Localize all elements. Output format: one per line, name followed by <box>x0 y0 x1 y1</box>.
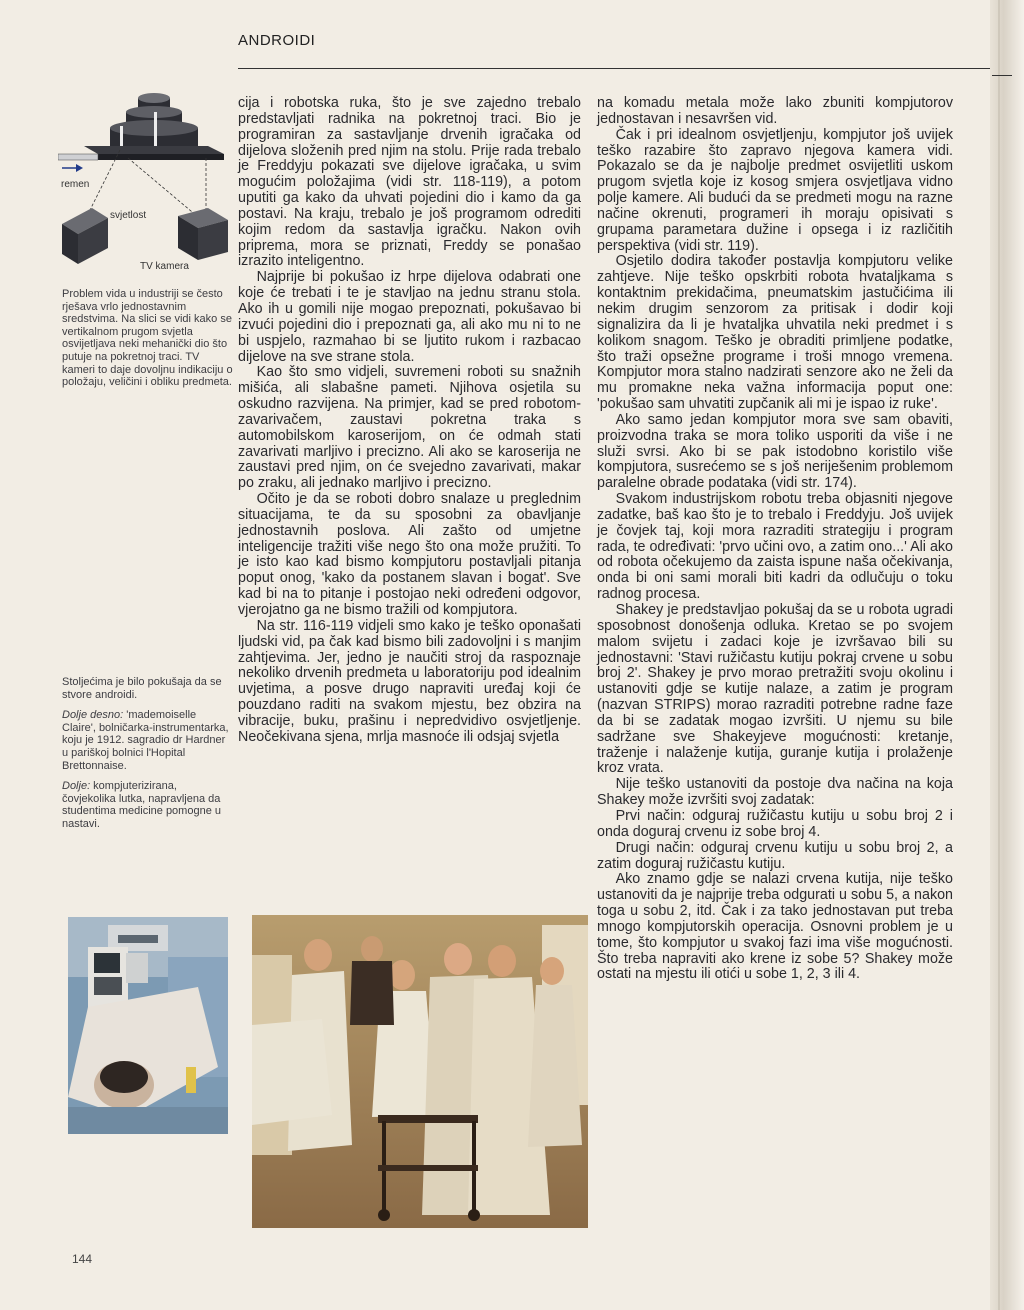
header-rule <box>238 68 990 69</box>
paragraph: Drugi način: odguraj crvenu kutiju u sobu broj 2, a zatim doguraj ružičastu kutiju. <box>597 839 953 872</box>
photo-mademoiselle-claire-painting <box>252 915 588 1228</box>
photo-medical-mannequin <box>68 917 228 1134</box>
paragraph: Nije teško ustanoviti da postoje dva načina na koja Shakey može izvršiti svoj zadatak: <box>597 776 953 809</box>
vision-diagram <box>58 88 230 274</box>
paragraph: Ako samo jedan kompjutor mora sve sam obaviti, proizvodna traka se mora toliko usporiti da više i ne služi svrsi. Ako bi se pak istodobno koristilo više kompjutora, susrećemo se s još neriješenim problemom paralelne obrade podataka (vidi str. 174). <box>597 411 953 492</box>
article-column-right <box>597 96 953 983</box>
paragraph: Kao što smo vidjeli, suvremeni roboti su snažnih mišića, ali slabašne pameti. Njihova osjetila su oskudno razvijena. Na primjer, kad se pred robotom-zavarivačem, zaustavi pokretna traka s automobilskom karoserijom, on će odmah stati zavarivati marljivo i precizno. Ali ako se karoserija ne zaustavi pred njim, on će svejedno zavarivati, makar po zraku, ali jednako marljivo i precizno. <box>238 364 581 492</box>
page-number: 144 <box>72 1252 93 1266</box>
paragraph: Očito je da se roboti dobro snalaze u preglednim situacijama, te da su sposobni za obavljanje jednostavnih poslova. Ali zašto od umjetne inteligencije tražiti više nego što ona može pružiti. To je isto kao kad bismo kompjutoru postavljali pitanja poput onog, 'kako da postanem slavan i bogat'. Sve kad bi na to pitanje i postojao neki određeni odgovor, vjerojatno ga ne bismo tražili od kompjutora. <box>238 491 581 618</box>
paragraph: Na str. 116-119 vidjeli smo kako je teško oponašati ljudski vid, pa čak kad bismo bili zadovoljni i s manjim zahtjevima. Jer, jedno je naučiti stroj da raspoznaje nekoliko drvenih predmeta u laboratoriju pod idealnim uvjetima, a posve drugo napraviti uređaj koji će pouzdano raditi na svakom mjestu, bez obzira na vibracije, buku, prašinu i nepredvidivo osvjetljenje. Neočekivana sjena, mrlja masnoće ili odsjaj svjetla <box>238 617 581 745</box>
paragraph: Osjetilo dodira također postavlja kompjutoru velike zahtjeve. Nije teško opskrbiti robota hvataljkama s kontaktnim prekidačima, pneumatskim jastučićima ili nekim drugim senzorom za pritisak i dodir koji signalizira da li je hvataljka uhvatila neki predmet i s kolikom snagom. Teško je obraditi primljene podatke, što traži opsežne programe i troši mnogo vremena. Kompjutor mora stalno nadzirati senzore ako ne želi da mu promakne neka važna informacija poput one: 'pokušao sam uhvatiti zupčanik ali mi je ispao iz ruke'. <box>597 253 953 413</box>
caption-mademoiselle-claire <box>62 709 232 772</box>
camera-label: TV kamera <box>140 261 189 272</box>
paragraph: Prvi način: odguraj ružičastu kutiju u sobu broj 2 i onda doguraj crvenu iz sobe broj 4. <box>597 807 953 840</box>
paragraph: Shakey je predstavljao pokušaj da se u robota ugradi sposobnost donošenja odluka. Kretao se po svojem malom svijetu i zadaci koje je izvršavao bili su jednostavni: 'Stavi ružičastu kutiju pokraj crvene u sobu broj 2'. Shakey je prvo morao pretražiti svoju okolinu i ustanoviti gdje se kutije nalaze, a zatim je program (nazvan STRIPS) morao razraditi potrebne radne faze da bi se zadatak mogao izvršiti. U njemu su bile sadržane sve Shakeyjeve mogućnosti: kretanje, traženje i nalaženje kutija, guranje kutija i prolaženje kroz vrata. <box>597 602 953 777</box>
paragraph: cija i robotska ruka, što je sve zajedno trebalo predstavljati radnika na pokretnoj traci. Bio je programiran za sastavljanje drvenih igračaka od dijelova složenih pred njim na stolu. Prije rada trebalo je Freddyju pokazati sve dijelove igračaka, u svim mogućim položajima (vidi str. 118-119), a potom uputiti ga kako da uhvati pojedini dio i kamo da ga postavi. Na kraju, trebalo je još programom odrediti kojim redom da sastavlja igračku. Nakon ovih priprema, mora se priznati, Freddy se ponašao izrazito inteligentno. <box>238 95 581 270</box>
caption-lead-right: Dolje desno: <box>62 709 124 722</box>
belt-label: remen <box>61 179 90 190</box>
page-edge <box>990 0 1024 1310</box>
sidebar-caption-vision <box>62 288 234 397</box>
caption-text-below: kompjuterizirana, čovjekolika lutka, napravljena da studentima medicine pomogne u nastavi. <box>62 780 221 830</box>
paragraph: na komadu metala može lako zbuniti kompjutorov jednostavan i nesavršen vid. <box>597 95 953 127</box>
sidebar-captions-androids <box>62 676 232 839</box>
article-column-left <box>238 96 581 746</box>
caption-lead-below: Dolje: <box>62 780 91 793</box>
caption-vision-text: Problem vida u industriji se često rješava vrlo jednostavnim sredstvima. Na slici se vidi kako se vertikalnom prugom svjetla osvijetljava neki mehanički dio što putuje na pokretnoj traci. TV kameri to daje dovoljnu indikaciju o položaju, veličini i obliku predmeta. <box>62 288 233 389</box>
light-label: svjetlost <box>110 210 147 221</box>
paragraph: Svakom industrijskom robotu treba objasniti njegove zadatke, baš kao što je to trebalo i Freddyju. Još uvijek je čovjek taj, koji mora razraditi strategiju i program rada, te određivati: 'prvo učini ovo, a zatim ono...' Ali ako od robota očekujemo da zaista ispune naša očekivanja, onda bi oni sami morali biti kadri da odlučuju o toku radnog procesa. <box>597 491 953 603</box>
caption-text-right: 'mademoiselle Claire', bolničarka-instrumentarka, koju je 1912. sagradio dr Hardner u pariškoj bolnici l'Hopital Brettonnaise. <box>62 709 229 772</box>
caption-medical-doll <box>62 780 232 830</box>
caption-androids: Stoljećima je bilo pokušaja da se stvore androidi. <box>62 676 222 701</box>
paragraph: Ako znamo gdje se nalazi crvena kutija, nije teško ustanoviti da je najprije treba odgurati u sobu 5, a nakon toga u sobu 2, itd. Čak i za tako jednostavan put treba mnogo kompjutorskih operacija. Osnovni problem je u tome, što kompjutor u svakoj fazi ima više mogućnosti. Što treba napraviti ako krene iz sobe 5? Shakey može ostati na mjestu ili otići u sobe 1, 2, 3 ili 4. <box>597 871 953 983</box>
paragraph: Čak i pri idealnom osvjetljenju, kompjutor još uvijek teško razabire što zapravo njegova kamera vidi. Pokazalo se da je najbolje predmet osvijetliti uskom prugom svjetla koje iz kosog smjera osvjetljava vidno polje kamere. Ali budući da se predmeti mogu na razne načine okrenuti, programeri ih moraju opisivati s grupama parametara dužine i opsega i iz različitih perspektiva (vidi str. 119). <box>597 126 953 254</box>
header-rule-stub <box>992 75 1012 76</box>
section-header: ANDROIDI <box>238 32 316 49</box>
paragraph: Najprije bi pokušao iz hrpe dijelova odabrati one koje će trebati i te je stavljao na jednu stranu stola. Ako ih u gomili nije mogao prepoznati, pokušavao bi izvući pojedini dio i prepoznati ga, ali ako mu ni to ne bi uspjelo, razmahao bi se ljutito rukom i razbacao dijelove na sve strane stola. <box>238 269 581 365</box>
